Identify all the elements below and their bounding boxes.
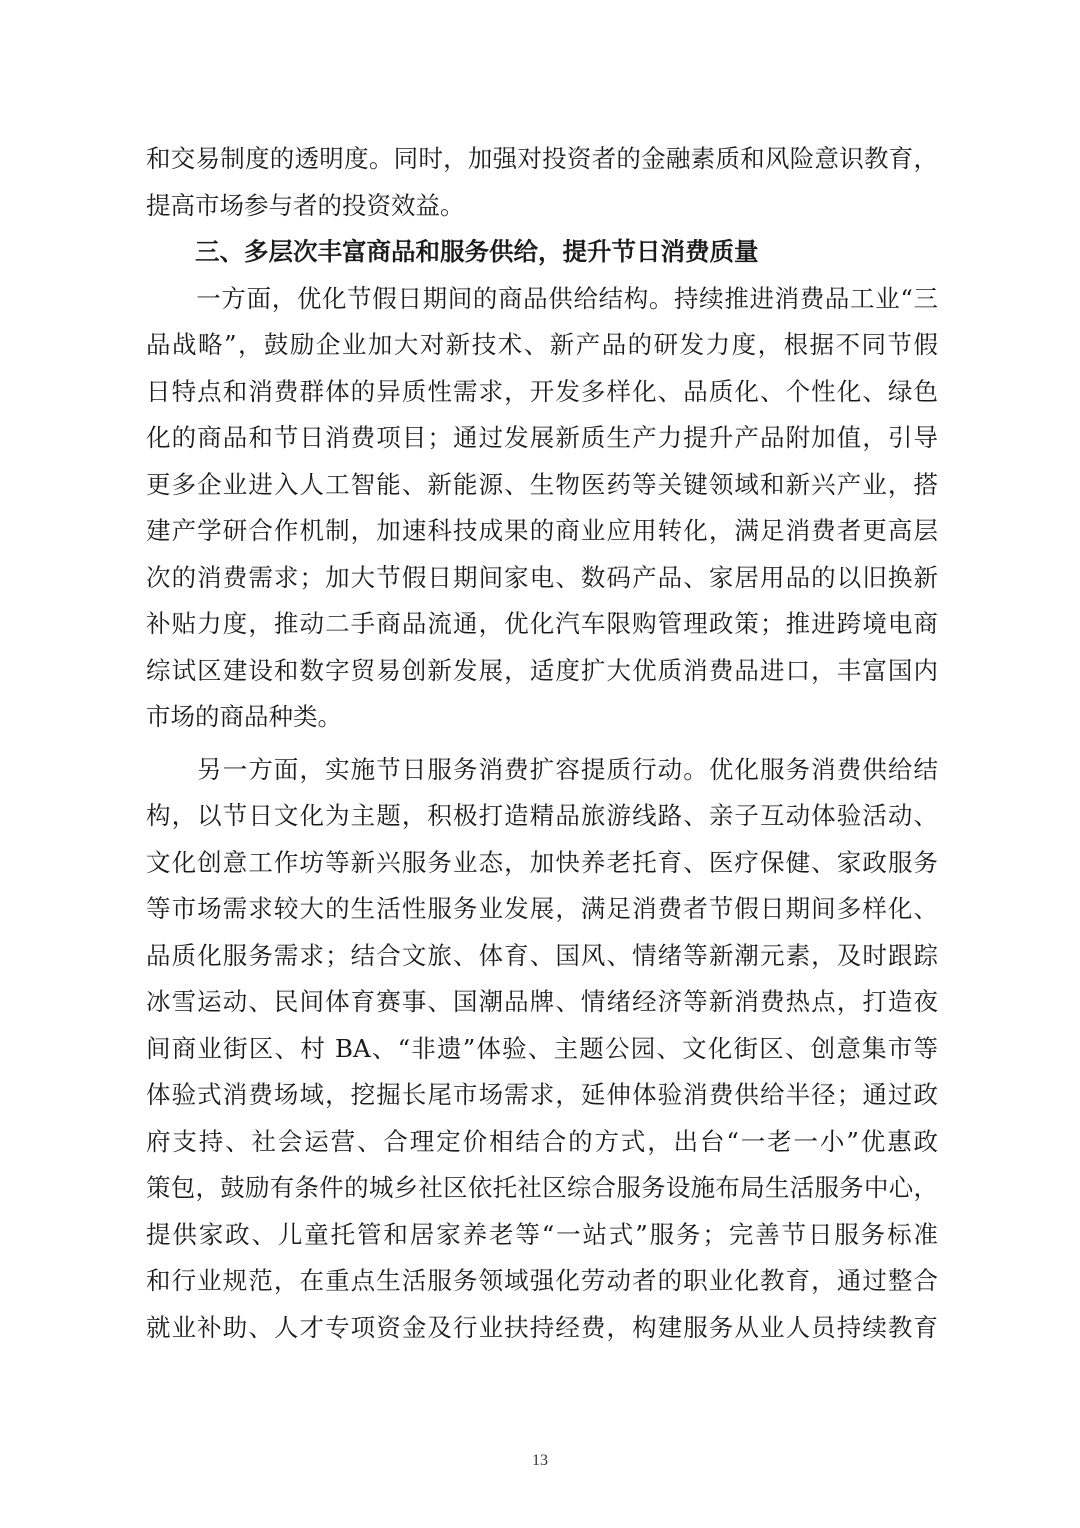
text-line: 另一方面，实施节日服务消费扩容提质行动。优化服务消费供给结 — [146, 754, 938, 784]
text-line: 综试区建设和数字贸易创新发展，适度扩大优质消费品进口，丰富国内 — [146, 655, 938, 685]
text-line: 品战略”，鼓励企业加大对新技术、新产品的研发力度，根据不同节假 — [146, 330, 938, 359]
text-line: 和行业规范，在重点生活服务领域强化劳动者的职业化教育，通过整合 — [146, 1266, 938, 1295]
text-line: 和交易制度的透明度。同时，加强对投资者的金融素质和风险意识教育， — [146, 144, 938, 173]
text-line: 提高市场参与者的投资效益。 — [146, 190, 465, 220]
text-line: 体验式消费场域，挖掘长尾市场需求，延伸体验消费供给半径；通过政 — [146, 1080, 938, 1109]
text-line: 化的商品和节日消费项目；通过发展新质生产力提升产品附加值，引导 — [146, 423, 938, 452]
text-line: 冰雪运动、民间体育赛事、国潮品牌、情绪经济等新消费热点，打造夜 — [146, 987, 938, 1016]
text-line: 构，以节日文化为主题，积极打造精品旅游线路、亲子互动体验活动、 — [146, 801, 938, 830]
text-line: 品质化服务需求；结合文旅、体育、国风、情绪等新潮元素，及时跟踪 — [146, 940, 938, 970]
page-number: 13 — [532, 1452, 548, 1469]
text-line: 就业补助、人才专项资金及行业扶持经费，构建服务从业人员持续教育 — [146, 1312, 938, 1342]
text-line: 一方面，优化节假日期间的商品供给结构。持续推进消费品工业“三 — [146, 283, 938, 313]
section-heading: 三、多层次丰富商品和服务供给，提升节日消费质量 — [195, 237, 759, 266]
text-line: 等市场需求较大的生活性服务业发展，满足消费者节假日期间多样化、 — [146, 894, 938, 923]
text-line: 补贴力度，推动二手商品流通，优化汽车限购管理政策；推进跨境电商 — [146, 609, 938, 638]
text-line: 次的消费需求；加大节假日期间家电、数码产品、家居用品的以旧换新 — [146, 562, 938, 592]
text-line: 建产学研合作机制，加速科技成果的商业应用转化，满足消费者更高层 — [146, 516, 938, 545]
text-line: 文化创意工作坊等新兴服务业态，加快养老托育、医疗保健、家政服务 — [146, 847, 938, 877]
text-line: 间商业街区、村 BA、“非遗”体验、主题公园、文化街区、创意集市等 — [146, 1033, 938, 1063]
text-line: 府支持、社会运营、合理定价相结合的方式，出台“一老一小”优惠政 — [146, 1126, 938, 1156]
text-line: 策包，鼓励有条件的城乡社区依托社区综合服务设施布局生活服务中心， — [146, 1173, 938, 1202]
text-line: 市场的商品种类。 — [146, 702, 342, 731]
text-line: 更多企业进入人工智能、新能源、生物医药等关键领域和新兴产业，搭 — [146, 469, 938, 499]
body-text — [146, 136, 938, 1351]
text-line: 日特点和消费群体的异质性需求，开发多样化、品质化、个性化、绿色 — [146, 376, 938, 406]
text-line: 提供家政、儿童托管和居家养老等“一站式”服务；完善节日服务标准 — [146, 1219, 938, 1249]
